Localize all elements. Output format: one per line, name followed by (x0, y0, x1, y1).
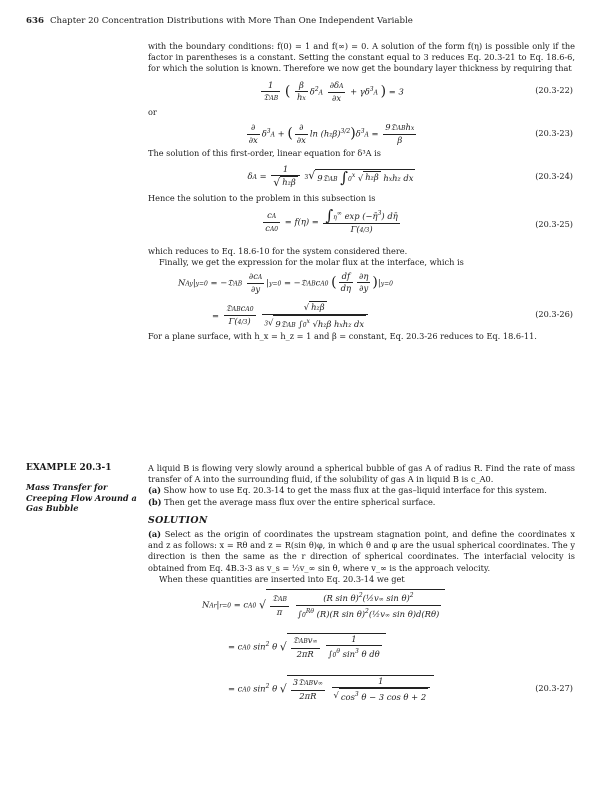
eq25-math: $\frac{cA}{cA0}$ = f(η) = $\frac{\int\eta^\infty \exp (-\etā^3) d\etā}{\Gamma(4/3)}$ (265, 206, 398, 235)
eq22-math: $\frac{1}{\text{𝔇AB}}$ ( $\frac{\beta}{hx}$ $\delta^2A$ $\frac{\partial\delta A}{\partial x}$ + $\gamma\delta^3A$ ) = 3 (263, 79, 404, 103)
equation-20-3-23 (148, 120, 575, 148)
paragraph-hence: Hence the solution to the problem in this subsection is (148, 193, 376, 204)
eq27-line1: NAr|r=0 = cA0 √ $\frac{\text{𝔇AB}}{\pi}$ $\frac{(R \sin \theta)^2(\frac{1}{2}v\infty \sin \theta)^2}{\int 0^{R\theta} (R)(R \sin \theta)^2(\frac{1}{2}v\infty \sin \theta)d(R\theta)}$ (202, 589, 515, 621)
equation-20-3-27-line1 (148, 585, 575, 631)
paragraph-boundary-conditions: with the boundary conditions: f(0) = 1 and f(∞) = 0. A solution of the form f(η) is possible only if the factor in parentheses is a constant. Setting the constant equal to 3 reduces Eq. 20.3-21 to Eq. 18.6-6, for which the solution is known. Therefore we now get the boundary layer thickness by requiring that (148, 41, 575, 74)
or-connector: or (148, 106, 157, 117)
example-part-b: (b) Then get the average mass flux over the entire spherical surface. (148, 496, 436, 507)
example-title: Mass Transfer for Creeping Flow Around a Gas Bubble (26, 482, 137, 513)
equation-20-3-24 (148, 159, 575, 193)
eq23-math: $\frac{\partial}{\partial x}$ $\delta^3A$ + ( $\frac{\partial}{\partial x}$ $\ln (hz\beta)^{3/2})\delta^3A$ = $\frac{\text{9𝔇ABhx}}{\beta}$ (248, 121, 415, 146)
eq23-number: (20.3-23) (535, 127, 573, 138)
eq24-number: (20.3-24) (535, 171, 573, 182)
solution-inserted: When these quantities are inserted into Eq. 20.3-14 we get (159, 573, 405, 584)
example-number: EXAMPLE 20.3-1 (26, 463, 112, 473)
equation-20-3-27-line3 (148, 673, 575, 709)
eq27-number: (20.3-27) (535, 683, 573, 694)
example-statement: A liquid B is flowing very slowly around a spherical bubble of gas A of radius R. Find the rate of mass transfer of A into the surrounding fluid, if the solubility of gas A in liquid B is c_A0. (148, 463, 575, 485)
example-part-a: (a) Show how to use Eq. 20.3-14 to get the mass flux at the gas–liquid interface for this system. (148, 485, 547, 496)
paragraph-molar-flux: Finally, we get the expression for the molar flux at the interface, which is (159, 257, 464, 268)
eq26-line1: NAy|y=0 = −𝔇AB $\frac{\partial cA}{\partial y}$ |y=0 = −𝔇ABcA0 ( $\frac{df}{d\eta}$ $\frac{\partial\eta}{\partial y}$ )|y=0 (178, 270, 393, 294)
example-body (148, 463, 575, 709)
eq24-math: δA = $\frac{1}{\text{√ hzβ}}$ 3√ 9𝔇AB ∫0$^x$ √ hzβ hxhz dx (247, 164, 414, 190)
eq27-line3: = cA0 $\sin^2 \theta$ √ $\frac{\text{3𝔇ABv∞}}{2\pi R}$ $\frac{1}{√ \cos^3 \theta - 3 \cos \theta + 2}$ (228, 675, 515, 703)
equation-20-3-25 (148, 204, 575, 246)
eq27-line2: = cA0 $\sin^2 \theta$ √ $\frac{\text{𝔇ABv∞}}{2\pi R}$ $\frac{1}{\int 0^\theta \sin^3 \theta d\theta}$ (228, 633, 515, 661)
eq22-number: (20.3-22) (535, 84, 573, 95)
main-column (148, 41, 575, 342)
eq26-line2: = $\frac{\text{𝔇ABcA0}}{\Gamma(4/3)}$ $\frac{\text{√ hzβ}}{3√ 9𝔇AB \int 0^x √hz\beta hxhz dx}$ (212, 301, 515, 331)
example-label (26, 463, 138, 514)
equation-20-3-26 (148, 269, 575, 331)
eq26-number: (20.3-26) (535, 308, 573, 319)
solution-part-a: (a) Select as the origin of coordinates the upstream stagnation point, and define the coordinates x and z as follows: x = Rθ and z = R(sin θ)φ, in which θ and φ are the usual spherical coordinates. The y direction is then the same as the r direction of spherical coordinates. The interfacial velocity is obtained from Eq. 4B.3-3 as v_s = ½v_∞ sin θ, where v_∞ is the approach velocity. (148, 529, 575, 573)
page-number: 636 (26, 16, 44, 26)
eq25-number: (20.3-25) (535, 219, 573, 230)
equation-20-3-27-line2 (148, 631, 575, 673)
paragraph-reduces: which reduces to Eq. 18.6-10 for the system considered there. (148, 246, 408, 257)
paragraph-solution-delta: The solution of this first-order, linear equation for δ³A is (148, 147, 381, 158)
paragraph-plane-surface: For a plane surface, with h_x = h_z = 1 and β = constant, Eq. 20.3-26 reduces to Eq. 18.6-11. (148, 330, 537, 341)
running-header (26, 16, 413, 26)
solution-heading: SOLUTION (148, 514, 208, 526)
equation-20-3-22 (148, 75, 575, 105)
running-title: Chapter 20 Concentration Distributions with More Than One Independent Variable (49, 16, 413, 26)
